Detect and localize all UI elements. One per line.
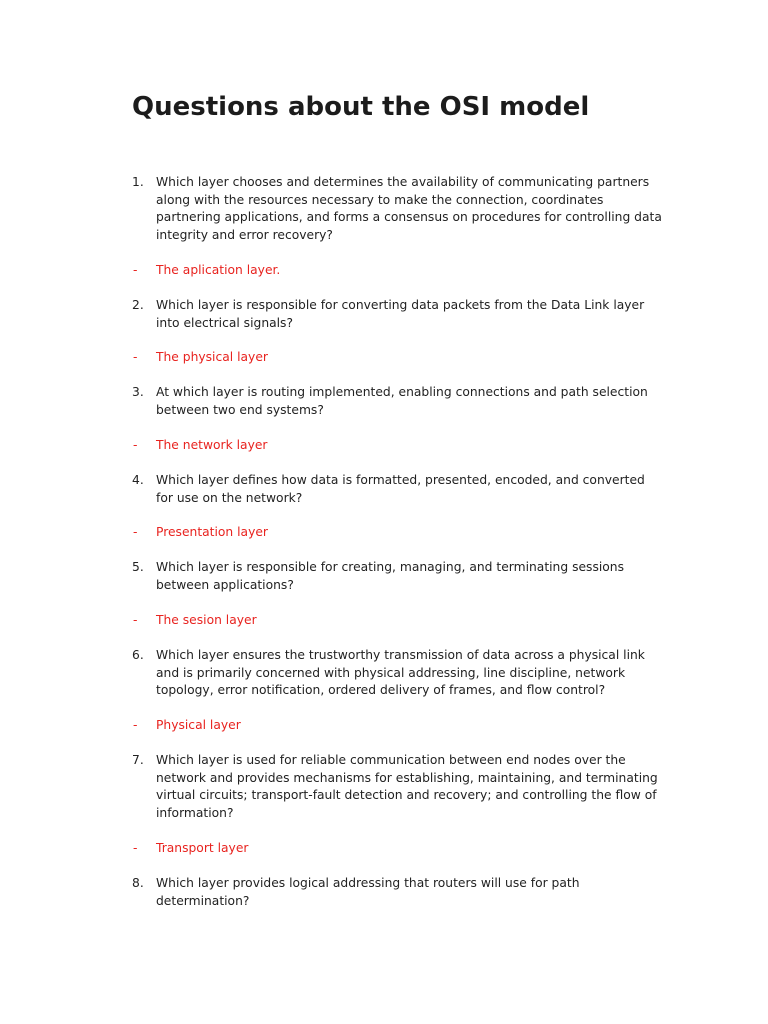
- question-text: Which layer is responsible for converting data packets from the Data Link layer into electrical signals?: [156, 298, 645, 330]
- answer-dash: -: [133, 718, 138, 732]
- question-3: [132, 384, 662, 419]
- answer-dash: -: [133, 613, 138, 627]
- question-number: 6.: [132, 648, 144, 662]
- page-title: Questions about the OSI model: [132, 92, 590, 122]
- question-number: 4.: [132, 473, 144, 487]
- answer-dash: -: [133, 841, 138, 855]
- answer-text: The sesion layer: [156, 613, 257, 627]
- answer-7: [132, 840, 662, 858]
- question-number: 2.: [132, 298, 144, 312]
- answer-dash: -: [133, 525, 138, 539]
- question-number: 7.: [132, 753, 144, 767]
- answer-6: [132, 717, 662, 735]
- question-7: [132, 752, 662, 822]
- answer-text: The aplication layer.: [156, 263, 281, 277]
- answer-text: The network layer: [156, 438, 268, 452]
- question-number: 3.: [132, 385, 144, 399]
- question-text: Which layer ensures the trustworthy transmission of data across a physical link and is primarily concerned with physical addressing, line discipline, network topology, error notification, ordered delivery of frames, and flow control?: [156, 648, 645, 698]
- question-5: [132, 559, 662, 594]
- answer-text: Transport layer: [156, 841, 249, 855]
- answer-dash: -: [133, 263, 138, 277]
- question-1: [132, 174, 662, 244]
- question-text: Which layer is used for reliable communication between end nodes over the network and provides mechanisms for establishing, maintaining, and terminating virtual circuits; transport-fault detection and recovery; and controlling the flow of information?: [156, 753, 658, 820]
- answer-4: [132, 524, 662, 542]
- question-text: Which layer is responsible for creating, managing, and terminating sessions between applications?: [156, 560, 624, 592]
- question-6: [132, 647, 662, 700]
- answer-dash: -: [133, 438, 138, 452]
- question-text: Which layer defines how data is formatted, presented, encoded, and converted for use on the network?: [156, 473, 645, 505]
- answer-text: Physical layer: [156, 718, 241, 732]
- question-2: [132, 297, 662, 332]
- question-number: 1.: [132, 175, 144, 189]
- question-text: Which layer provides logical addressing that routers will use for path determination?: [156, 876, 580, 908]
- question-number: 5.: [132, 560, 144, 574]
- answer-2: [132, 349, 662, 367]
- answer-1: [132, 262, 662, 280]
- question-8: [132, 875, 662, 910]
- question-text: At which layer is routing implemented, enabling connections and path selection between two end systems?: [156, 385, 648, 417]
- question-number: 8.: [132, 876, 144, 890]
- answer-text: The physical layer: [156, 350, 268, 364]
- answer-dash: -: [133, 350, 138, 364]
- answer-3: [132, 437, 662, 455]
- question-4: [132, 472, 662, 507]
- answer-5: [132, 612, 662, 630]
- question-text: Which layer chooses and determines the availability of communicating partners along with the resources necessary to make the connection, coordinates partnering applications, and forms a consensus on procedures for controlling data integrity and error recovery?: [156, 175, 662, 242]
- answer-text: Presentation layer: [156, 525, 268, 539]
